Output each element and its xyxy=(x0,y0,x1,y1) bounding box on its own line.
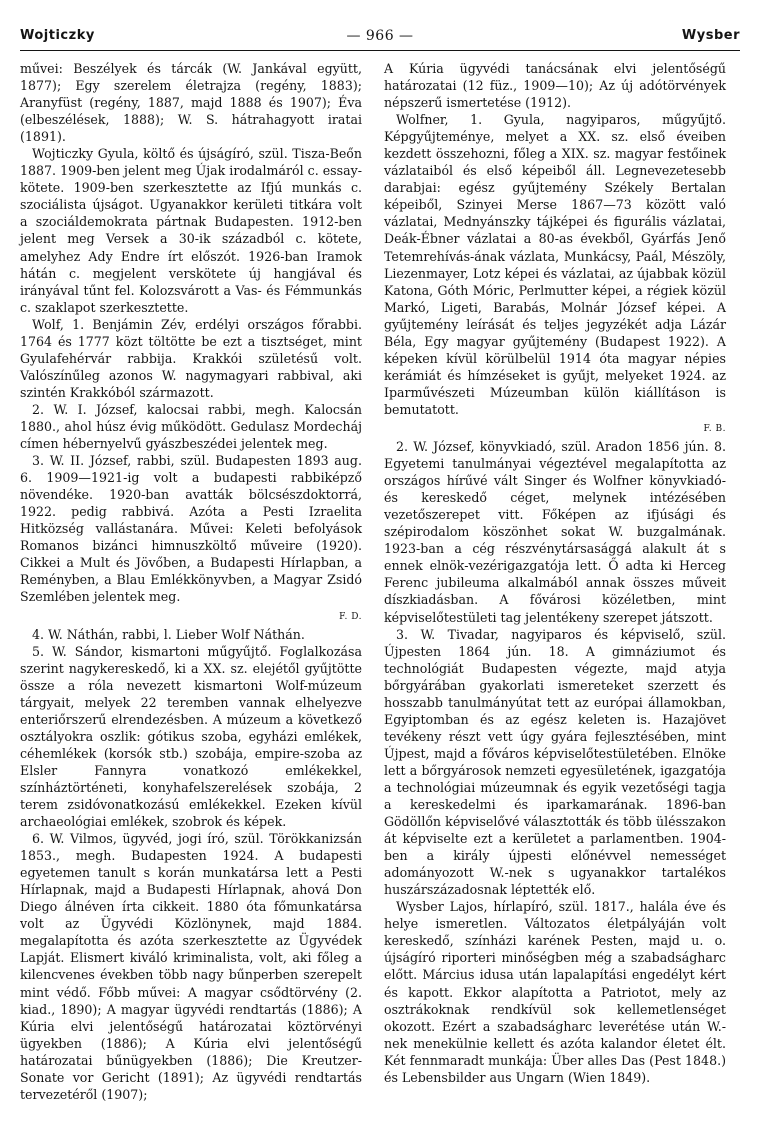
entry-wolf-3: 3. W. II. József, rabbi, szül. Budapesten 1893 aug. 6. 1909—1921-ig volt a budapesti rabbiképző növendéke. 1920-ban avatták bölcsészdoktorrá, 1922. pedig rabbivá. Azóta a Pesti Izraelita Hitközség vallástanára. Művei: Keleti befolyások Romanos bizánci himnuszköltő műveire (1920). Cikkei a Mult és Jövőben, a Budapesti Hírlapban, a Reményben, a Blau Emlékkönyvben, a Magyar Zsidó Szemlében jelentek meg. xyxy=(20,453,362,605)
entry-wolf-2: 2. W. I. József, kalocsai rabbi, megh. Kalocsán 1880., ahol húsz évig működött. Gedulasz Mordecháj címen hébernyelvű gyászbeszédei jelentek meg. xyxy=(20,401,362,452)
page-number: — 966 — xyxy=(346,28,414,44)
author-signature: F. D. xyxy=(339,611,362,622)
entry-wolfner-2: 2. W. József, könyvkiadó, szül. Aradon 1856 jún. 8. Egyetemi tanulmányai végeztével megalapította az országos hírűvé vált Singer és Wolfner könyvkiadó- és kereskedő céget, melynek intézésében vezetőszerepet vitt. Főképen az ifjúsági és szépirodalom köszönhet sokat W. buzgalmának. 1923-ban a cég részvénytársasággá alakult át s ennek elnök-vezérigazgatója lett. Ő adta ki Herceg Ferenc jubileuma alkalmából annak összes műveit díszkiadásban. A fővárosi közéletben, mint képviselőtestületi tag jelentékeny szerepet játszott. xyxy=(384,439,726,625)
left-column xyxy=(20,60,362,1103)
page-header xyxy=(20,28,740,50)
entry-wolfner-3: 3. W. Tivadar, nagyiparos és képviselő, szül. Újpesten 1864 jún. 18. A gimnáziumot és technológiát Budapesten végezte, majd atyja bőrgyárában gyakorlati ismereteket szerzett és hosszabb tanulmányútat tett az európai államokban, Egyiptomban és az egész keleten is. Hazajövet tevékeny részt vett úgy gyára fejlesztésében, mint Újpest, majd a főváros képviselőtestületében. Elnöke lett a bőrgyárosok nemzeti egyesületének, igazgatója a technológiai múzeumnak és egyik vezetőségi tagja a kereskedelmi és iparkamarának. 1896-ban Gödöllőn képviselővé választották és több ülésszakon át képviselte ezt a kerületet a parlamentben. 1904-ben a király újpesti előnévvel nemességet adományozott W.-nek s ugyanakkor tartalékos huszárszázadosnak léptették elő. xyxy=(384,626,726,898)
header-left-guideword: Wojticzky xyxy=(20,28,95,43)
header-right-guideword: Wysber xyxy=(681,28,740,43)
entry-continuation: A Kúria ügyvédi tanácsának elvi jelentőségű határozatai (12 füz., 1909—10); Az új adótörvények népszerű ismertetése (1912). xyxy=(384,61,726,111)
header-rule xyxy=(20,50,740,51)
author-signature: F. B. xyxy=(703,423,726,434)
entry-wolf-5: 5. W. Sándor, kismartoni műgyűjtő. Foglalkozása szerint nagykereskedő, ki a XX. sz. elejétől gyűjtötte össze a róla nevezett kismartoni Wolf-múzeum tárgyait, melyek 22 teremben vannak elhelyezve enteriőrszerű elrendezésben. A múzeum a következő osztályokra oszlik: gótikus szoba, egyházi emlékek, céhemlékek (korsók stb.) szobája, empire-szoba az Elsler Fannyra vonatkozó emlékekkel, színháztörténeti, konyhafelszerelések szobája, 2 terem zsidóvonatkozású emlékekkel. Ezeken kívül archaeológiai emlékek, szobrok és képek. xyxy=(20,643,362,830)
entry-wysber: Wysber Lajos, hírlapíró, szül. 1817., halála éve és helye ismeretlen. Változatos életpályáján volt kereskedő, színházi karének Pesten, majd u. o. újságíró riporteri minőségben még a szabadságharc előtt. Március idusa után lapalapítási engedélyt kért és kapott. Ekkor alapította a Patriotot, mely az osztrákoknak rendkívül sok kellemetlenséget okozott. Ezért a szabadságharc leverétése után W.-nek menekülnie kellett és azóta kalandor életet élt. Két fennmaradt munkája: Über alles Das (Pest 1848.) és Lebensbilder aus Ungarn (Wien 1849). xyxy=(384,899,726,1085)
entry-wolf-1: Wolf, 1. Benjámin Zév, erdélyi országos főrabbi. 1764 és 1777 közt töltötte be ezt a tisztséget, mint Gyulafehérvár rabbija. Krakkói születésű volt. Valószínűleg azonos W. nagymagyari rabbival, aki szintén Krakkóból származott. xyxy=(20,316,362,400)
entry-wolfner-1: Wolfner, 1. Gyula, nagyiparos, műgyűjtő. Képgyűjteménye, melyet a XX. sz. első éveiben kezdett összehozni, főleg a XIX. sz. magyar festőinek vázlataiból és első képeiből áll. Legnevezetesebb darabjai: egész gyűjtemény Székely Bertalan képeiből, Szinyei Merse 1867—73 között való vázlatai, Mednyánszky tájképei és figurális vázlatai, Deák-Ébner vázlatai a 80-as évekből, Gyárfás Jenő Tetemrehívás-ának vázlata, Munkácsy, Paál, Mészöly, Liezenmayer, Lotz képei és vázlatai, az újabbak közül Katona, Góth Móric, Perlmutter képei, a régiek közül Markó, Ligeti, Barabás, Molnár József képei. A gyűjtemény leírását és teljes jegyzékét adja Lázár Béla, Egy magyar gyűjtemény (Budapest 1922). A képeken kívül körülbelül 1914 óta magyar népies kerámiát és hímzéseket is gyűjt, melyeket 1924. az Iparművészeti Múzeumban külön kiállításon is bemutatott. xyxy=(384,112,726,417)
entry-wolf-4: 4. W. Náthán, rabbi, l. Lieber Wolf Náthán. xyxy=(32,626,305,642)
entry-continuation: művei: Beszélyek és tárcák (W. Jankával együtt, 1877); Egy szerelem életrajza (regény, 1883); Aranyfüst (regény, 1887, majd 1888 és 1907); Éva (elbeszélések, 1888); W. S. hátrahagyott iratai (1891). xyxy=(20,61,362,145)
entry-wojticzky: Wojticzky Gyula, költő és újságíró, szül. Tisza-Beőn 1887. 1909-ben jelent meg Újak irodalmáról c. essay-kötete. 1909-ben szerkesztette az Ifjú munkás c. szociálista újságot. Ugyanakkor kerületi titkára volt a szociáldemokrata pártnak Budapesten. 1912-ben jelent meg Versek a 30-ik századból c. kötete, amelyhez Ady Endre írt előszót. 1926-ban Iramok hátán c. megjelent verskötete új hangjával és irányával tűnt fel. Kolozsvárott a Vas- és Fémmunkás c. szaklapot szerkesztette. xyxy=(20,146,362,315)
entry-wolf-6: 6. W. Vilmos, ügyvéd, jogi író, szül. Törökkanizsán 1853., megh. Budapesten 1924. A budapesti egyetemen tanult s korán munkatársa lett a Pesti Hírlapnak, majd a Budapesti Hírlapnak, ahová Don Diego álnéven írta cikkeit. 1880 óta főmunkatársa volt az Ügyvédi Közlönynek, majd 1884. megalapította és azóta szerkesztette az Ügyvédek Lapját. Elismert kiváló kriminalista, volt, aki főleg a kilencvenes években több nagy bűnperben szerepelt mint védő. Főbb művei: A magyar csődtörvény (2. kiad., 1890); A magyar ügyvédi rendtartás (1886); A Kúria elvi jelentőségű határozatai köztörvényi ügyekben (1886); A Kúria elvi jelentőségű határozatai bűnügyekben (1886); Die Kreutzer-Sonate vor Gericht (1891); Az ügyvédi rendtartás tervezetéről (1907); xyxy=(20,831,362,1102)
right-column xyxy=(384,60,726,1086)
